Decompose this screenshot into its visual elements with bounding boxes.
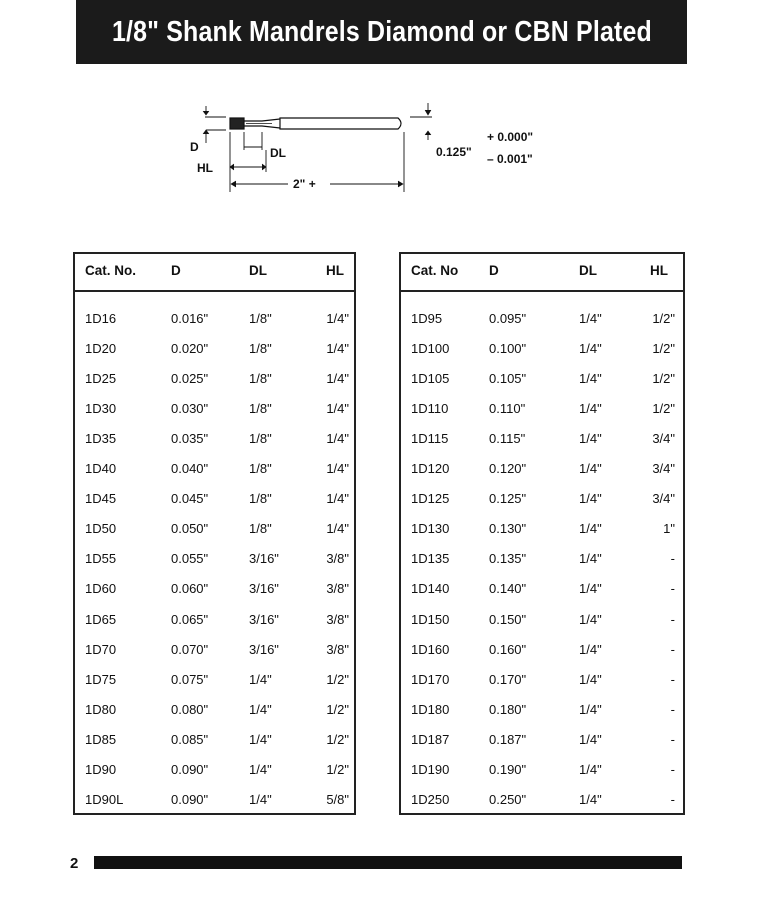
cell-cat-no: 1D170 (411, 671, 450, 687)
cell-cat-no: 1D180 (411, 701, 450, 717)
table-row (401, 753, 683, 783)
cell-hl: 1/2" (326, 701, 349, 717)
cell-hl: 1/4" (326, 431, 349, 447)
cell-dl: 1/8" (249, 401, 272, 417)
cell-cat-no: 1D140 (411, 581, 450, 597)
label-hl: HL (197, 161, 213, 175)
table-row (401, 723, 683, 753)
table-row (401, 572, 683, 602)
cell-cat-no: 1D100 (411, 341, 450, 357)
cell-hl: 3/8" (326, 641, 349, 657)
cell-d: 0.120" (489, 461, 527, 477)
cell-cat-no: 1D160 (411, 641, 450, 657)
cell-hl: - (670, 671, 675, 687)
cell-d: 0.100" (489, 341, 527, 357)
table-body (75, 292, 354, 813)
table-row (401, 482, 683, 512)
cell-hl: 1/2" (652, 311, 675, 326)
cell-cat-no: 1D90L (85, 791, 124, 807)
cell-dl: 1/4" (579, 461, 602, 477)
cell-d: 0.105" (489, 371, 527, 387)
cell-hl: 1/2" (326, 761, 349, 777)
cell-d: 0.187" (489, 731, 527, 747)
cell-d: 0.050" (171, 521, 209, 537)
cell-d: 0.030" (171, 401, 209, 417)
cell-cat-no: 1D150 (411, 611, 450, 627)
cell-d: 0.055" (171, 551, 209, 567)
cell-dl: 1/4" (579, 761, 602, 777)
table-row (401, 392, 683, 422)
mandrel-diagram (0, 0, 768, 220)
cell-d: 0.035" (171, 431, 209, 447)
cell-cat-no: 1D190 (411, 761, 450, 777)
cell-d: 0.180" (489, 701, 527, 717)
column-header-hl: HL (650, 263, 668, 278)
cell-d: 0.150" (489, 611, 527, 627)
cell-d: 0.075" (171, 671, 209, 687)
cell-hl: 1/2" (652, 341, 675, 357)
cell-dl: 1/4" (579, 341, 602, 357)
cell-cat-no: 1D80 (85, 701, 117, 717)
cell-d: 0.070" (171, 641, 209, 657)
label-tolerance-plus: + 0.000" (487, 130, 534, 144)
cell-cat-no: 1D55 (85, 551, 117, 567)
cell-d: 0.170" (489, 671, 527, 687)
cell-d: 0.016" (171, 311, 209, 326)
page-number: 2 (70, 855, 79, 872)
cell-hl: - (670, 731, 675, 747)
cell-dl: 1/4" (579, 401, 602, 417)
table-row (75, 783, 354, 813)
cell-d: 0.040" (171, 461, 209, 477)
cell-cat-no: 1D85 (85, 731, 117, 747)
cell-cat-no: 1D30 (85, 401, 117, 417)
label-shank-diameter: 0.125" (436, 145, 472, 159)
column-header-d: D (489, 263, 499, 278)
cell-d: 0.065" (171, 611, 209, 627)
footer-rule (94, 856, 682, 869)
cell-hl: 3/8" (326, 611, 349, 627)
cell-hl: 3/4" (652, 431, 675, 447)
cell-dl: 1/4" (249, 701, 272, 717)
cell-cat-no: 1D16 (85, 311, 117, 326)
cell-cat-no: 1D250 (411, 791, 450, 807)
cell-d: 0.140" (489, 581, 527, 597)
cell-d: 0.045" (171, 491, 209, 507)
cell-d: 0.090" (171, 791, 209, 807)
cell-d: 0.090" (171, 761, 209, 777)
plated-head (230, 118, 244, 129)
cell-d: 0.160" (489, 641, 527, 657)
cell-dl: 1/4" (579, 611, 602, 627)
cell-hl: - (670, 761, 675, 777)
cell-cat-no: 1D20 (85, 341, 117, 357)
cell-dl: 1/4" (579, 701, 602, 717)
table-row (75, 332, 354, 362)
cell-hl: 1" (663, 521, 675, 537)
cell-hl: - (670, 701, 675, 717)
cell-d: 0.250" (489, 791, 527, 807)
cell-hl: 3/4" (652, 461, 675, 477)
table-row (75, 302, 354, 332)
column-header-dl: DL (249, 263, 267, 278)
cell-dl: 1/8" (249, 371, 272, 387)
spec-table-left (73, 252, 356, 815)
label-dl: DL (270, 146, 286, 160)
cell-cat-no: 1D75 (85, 671, 117, 687)
table-row (401, 783, 683, 813)
label-length: 2" + (293, 177, 316, 191)
cell-d: 0.110" (489, 401, 526, 417)
cell-hl: - (670, 551, 675, 567)
cell-d: 0.190" (489, 761, 527, 777)
table-row (401, 542, 683, 572)
cell-cat-no: 1D25 (85, 371, 117, 387)
cell-cat-no: 1D40 (85, 461, 117, 477)
cell-dl: 1/8" (249, 341, 272, 357)
cell-d: 0.080" (171, 701, 209, 717)
mandrel-shank (280, 118, 401, 129)
cell-d: 0.085" (171, 731, 209, 747)
table-row (75, 663, 354, 693)
cell-cat-no: 1D65 (85, 611, 117, 627)
table-row (401, 332, 683, 362)
cell-cat-no: 1D135 (411, 551, 450, 567)
table-row (75, 753, 354, 783)
table-header (75, 254, 354, 292)
table-row (401, 633, 683, 663)
cell-dl: 1/4" (579, 731, 602, 747)
cell-dl: 1/8" (249, 431, 272, 447)
table-row (75, 542, 354, 572)
cell-hl: 3/8" (326, 551, 349, 567)
cell-dl: 1/4" (579, 431, 602, 447)
table-row (401, 663, 683, 693)
cell-dl: 1/4" (249, 671, 272, 687)
table-row (75, 362, 354, 392)
cell-hl: - (670, 581, 675, 597)
cell-hl: 1/4" (326, 401, 349, 417)
cell-dl: 1/8" (249, 311, 272, 326)
cell-hl: - (670, 791, 675, 807)
cell-hl: 1/2" (652, 371, 675, 387)
cell-dl: 1/4" (579, 491, 602, 507)
cell-dl: 1/4" (249, 761, 272, 777)
cell-hl: - (670, 611, 675, 627)
label-d: D (190, 140, 199, 154)
cell-hl: 1/4" (326, 371, 349, 387)
cell-dl: 1/4" (579, 641, 602, 657)
cell-cat-no: 1D120 (411, 461, 450, 477)
cell-cat-no: 1D110 (411, 401, 449, 417)
cell-d: 0.135" (489, 551, 527, 567)
cell-hl: 1/2" (326, 671, 349, 687)
table-row (75, 512, 354, 542)
cell-cat-no: 1D115 (411, 431, 449, 447)
cell-d: 0.025" (171, 371, 209, 387)
cell-cat-no: 1D95 (411, 311, 443, 326)
table-header (401, 254, 683, 292)
column-header-cat-no: Cat. No. (85, 263, 137, 278)
column-header-hl: HL (326, 263, 344, 278)
cell-dl: 3/16" (249, 611, 279, 627)
cell-dl: 3/16" (249, 551, 279, 567)
cell-d: 0.125" (489, 491, 527, 507)
table-row (401, 452, 683, 482)
cell-hl: 3/8" (326, 581, 349, 597)
cell-cat-no: 1D90 (85, 761, 117, 777)
cell-cat-no: 1D187 (411, 731, 450, 747)
table-row (75, 572, 354, 602)
cell-d: 0.130" (489, 521, 527, 537)
cell-hl: 1/2" (652, 401, 675, 417)
cell-dl: 1/8" (249, 521, 272, 537)
cell-cat-no: 1D70 (85, 641, 117, 657)
table-row (75, 482, 354, 512)
cell-d: 0.095" (489, 311, 527, 326)
table-row (75, 723, 354, 753)
cell-dl: 1/8" (249, 461, 272, 477)
cell-cat-no: 1D45 (85, 491, 117, 507)
table-row (75, 633, 354, 663)
table-row (401, 422, 683, 452)
cell-cat-no: 1D50 (85, 521, 117, 537)
table-body (401, 292, 683, 813)
cell-cat-no: 1D60 (85, 581, 117, 597)
page-title: 1/8" Shank Mandrels Diamond or CBN Plated (111, 15, 652, 48)
cell-dl: 1/4" (579, 791, 602, 807)
cell-dl: 1/8" (249, 491, 272, 507)
table-row (75, 693, 354, 723)
cell-d: 0.115" (489, 431, 526, 447)
cell-dl: 3/16" (249, 581, 279, 597)
cell-hl: 1/2" (326, 731, 349, 747)
table-row (75, 422, 354, 452)
table-row (401, 693, 683, 723)
table-row (75, 452, 354, 482)
cell-hl: 1/4" (326, 461, 349, 477)
cell-dl: 1/4" (579, 311, 602, 326)
cell-d: 0.060" (171, 581, 209, 597)
cell-dl: 1/4" (579, 581, 602, 597)
cell-hl: 3/4" (652, 491, 675, 507)
cell-dl: 1/4" (579, 551, 602, 567)
cell-dl: 1/4" (579, 521, 602, 537)
cell-dl: 1/4" (579, 371, 602, 387)
cell-dl: 1/4" (579, 671, 602, 687)
cell-hl: - (670, 641, 675, 657)
column-header-dl: DL (579, 263, 597, 278)
cell-cat-no: 1D125 (411, 491, 450, 507)
table-row (401, 512, 683, 542)
cell-dl: 3/16" (249, 641, 279, 657)
cell-cat-no: 1D105 (411, 371, 450, 387)
table-row (75, 603, 354, 633)
cell-hl: 1/4" (326, 341, 349, 357)
column-header-cat-no: Cat. No (411, 263, 459, 278)
label-tolerance-minus: – 0.001" (487, 152, 533, 166)
cell-hl: 1/4" (326, 521, 349, 537)
cell-dl: 1/4" (249, 731, 272, 747)
table-row (401, 302, 683, 332)
column-header-d: D (171, 263, 181, 278)
table-row (401, 603, 683, 633)
table-row (401, 362, 683, 392)
cell-hl: 1/4" (326, 311, 349, 326)
table-row (75, 392, 354, 422)
cell-hl: 1/4" (326, 491, 349, 507)
cell-dl: 1/4" (249, 791, 272, 807)
cell-hl: 5/8" (326, 791, 349, 807)
cell-cat-no: 1D130 (411, 521, 450, 537)
cell-cat-no: 1D35 (85, 431, 117, 447)
cell-d: 0.020" (171, 341, 209, 357)
spec-table-right (399, 252, 685, 815)
